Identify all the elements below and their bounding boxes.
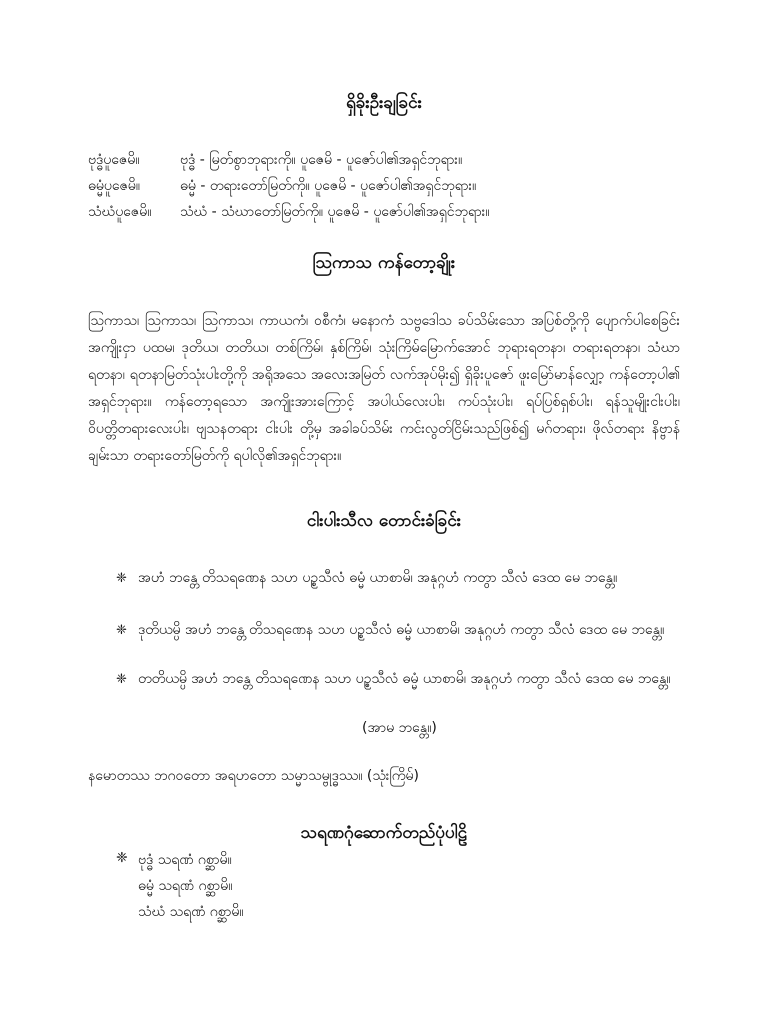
sila-request-text: ဒုတိယမ္ပိ အဟံ ဘန္တေ တိသရဏေန သဟ ပဉ္စသီလံ ဓမ္မံ ယာစာမိ၊ အနုဂ္ဂဟံ ကတွာ သီလံ ဒေထ မေ ဘန္တေ။	[138, 622, 665, 638]
sila-request-item	[116, 566, 682, 591]
sila-response: (အာမ ဘန္တေ။)	[362, 720, 437, 736]
intro-row	[88, 176, 476, 197]
namo-line: နမောတဿ ဘဂဝတော အရဟတော သမ္မာသမ္ဗုဒ္ဓဿ။ (သုံးကြိမ်)	[88, 768, 419, 784]
flower-bullet-icon: ❈	[116, 623, 127, 638]
sila-request-text: တတိယမ္ပိ အဟံ ဘန္တေ တိသရဏေန သဟ ပဉ္စသီလံ ဓမ္မံ ယာစာမိ၊ အနုဂ္ဂဟံ ကတွာ သီလံ ဒေထ မေ ဘန္တေ။	[138, 671, 671, 687]
section-heading-sila: ငါးပါးသီလ တောင်းခံခြင်း	[306, 511, 462, 531]
sarana-line: သံဃံ သရဏံ ဂစ္ဆာမိ။	[138, 904, 244, 920]
flower-bullet-icon: ❈	[116, 571, 127, 586]
intro-row	[88, 150, 462, 171]
flower-bullet-icon: ❈	[116, 672, 127, 687]
intro-term: ဗုဒ္ဓံပူဇေမိ။	[88, 152, 140, 168]
intro-meaning: ဓမ္မံ - တရားတော်မြတ်ကို။ ပူဇေမိ - ပူဇော်ပါ၏အရှင်ဘုရား။	[180, 178, 477, 194]
sarana-line: ဗုဒ္ဓံ သရဏံ ဂစ္ဆာမိ။	[138, 852, 232, 868]
page-title: ရှိခိုးဦးချခြင်း	[346, 93, 422, 113]
intro-term: သံဃံပူဇေမိ။	[88, 204, 152, 220]
intro-meaning: သံဃံ - သံဃာတော်မြတ်ကို။ ပူဇေမိ - ပူဇော်ပါ၏အရှင်ဘုရား။	[180, 204, 490, 220]
sila-request-item	[116, 667, 682, 692]
intro-meaning: ဗုဒ္ဓံ - မြတ်စွာဘုရားကို။ ပူဇေမိ - ပူဇော်ပါ၏အရှင်ဘုရား။	[180, 152, 463, 168]
section-heading-sarana: သရဏဂုံဆောက်တည်ပုံပါဠိ	[300, 823, 468, 843]
sarana-line: ဓမ္မံ သရဏံ ဂစ္ဆာမိ။	[138, 878, 233, 894]
okasa-paragraph: ဩကာသ၊ ဩကာသ၊ ဩကာသ၊ ကာယကံ၊ ဝစီကံ၊ မနောကံ သဗ္ဗဒေါသ ခပ်သိမ်းသော အပြစ်တို့ကို ပျောက်ပါစေခြင်း အကျိုးငှာ ပထမ၊ ဒုတိယ၊ တတိယ၊ တစ်ကြိမ်၊ နှစ်ကြိမ်၊ သုံးကြိမ်မြောက်အောင် ဘုရားရတနာ၊ တရားရတနာ၊ သံဃာရတနာ၊ ရတနာမြတ်သုံးပါးတို့ကို အရိုအသေ အလေးအမြတ် လက်အုပ်မိုး၍ ရှိခိုးပူဇော် ဖူးမြော်မာန်လျှော့ ကန်တော့ပါ၏ အရှင်ဘုရား။ ကန်တော့ရသော အကျိုးအားကြောင့် အပါယ်လေးပါး၊ ကပ်သုံးပါး၊ ရပ်ပြစ်ရှစ်ပါး၊ ရန်သူမျိုးငါးပါး၊ ဝိပတ္တိတရားလေးပါး၊ ဗျသနတရား ငါးပါး တို့မှ အခါခပ်သိမ်း ကင်းလွတ်ငြိမ်းသည်ဖြစ်၍ မဂ်တရား၊ ဖိုလ်တရား နိဗ္ဗာန်ချမ်းသာ တရားတော်မြတ်ကို ရပါလို၏အရှင်ဘုရား။	[88, 313, 680, 464]
sila-request-text: အဟံ ဘန္တေ တိသရဏေန သဟ ပဉ္စသီလံ ဓမ္မံ ယာစာမိ၊ အနုဂ္ဂဟံ ကတွာ သီလံ ဒေထ မေ ဘန္တေ။	[138, 570, 618, 586]
intro-row	[88, 202, 490, 223]
section-heading-okasa: ဩကာသ ကန်တော့ချိုး	[312, 253, 456, 273]
intro-term: ဓမ္မံပူဇေမိ။	[88, 178, 141, 194]
sila-request-item	[116, 618, 682, 643]
flower-bullet-icon: ❈	[116, 850, 128, 866]
